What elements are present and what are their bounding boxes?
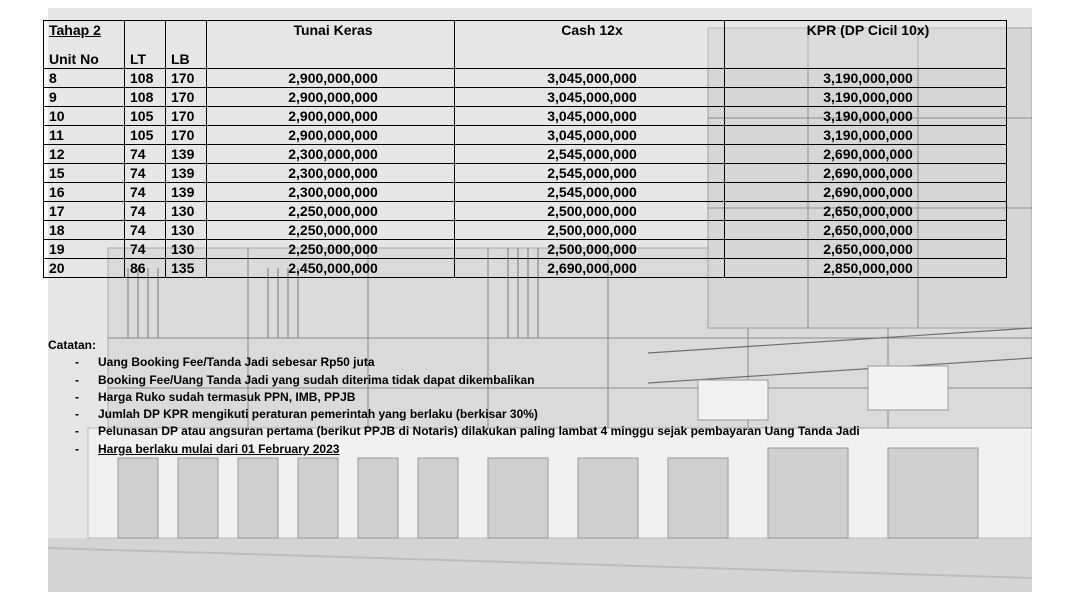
cell-kpr: 3,190,000,000 (725, 69, 1007, 88)
table-row (44, 126, 1007, 145)
cell-lb: 130 (166, 240, 207, 259)
cell-cash-12x: 3,045,000,000 (455, 126, 725, 145)
cell-lb: 170 (166, 126, 207, 145)
note-item (48, 354, 860, 371)
note-text: Jumlah DP KPR mengikuti peraturan pemerintah yang berlaku (berkisar 30%) (98, 407, 538, 422)
table-row (44, 240, 1007, 259)
cell-cash-hard: 2,250,000,000 (207, 202, 455, 221)
cell-lt: 86 (125, 259, 166, 278)
cell-unit: 10 (44, 107, 125, 126)
cell-cash-hard: 2,250,000,000 (207, 240, 455, 259)
cell-cash-12x: 2,500,000,000 (455, 221, 725, 240)
table-row (44, 221, 1007, 240)
cell-lt: 74 (125, 221, 166, 240)
cell-cash-12x: 3,045,000,000 (455, 69, 725, 88)
cell-cash-hard: 2,300,000,000 (207, 145, 455, 164)
cell-kpr: 2,650,000,000 (725, 221, 1007, 240)
cell-unit: 20 (44, 259, 125, 278)
note-bullet: - (75, 441, 79, 456)
table-row (44, 107, 1007, 126)
cell-kpr: 3,190,000,000 (725, 107, 1007, 126)
cell-lb: 170 (166, 107, 207, 126)
cell-cash-12x: 2,545,000,000 (455, 164, 725, 183)
cell-lt: 74 (125, 202, 166, 221)
note-item (48, 389, 860, 406)
cell-unit: 19 (44, 240, 125, 259)
cell-cash-12x: 2,690,000,000 (455, 259, 725, 278)
note-text: Uang Booking Fee/Tanda Jadi sebesar Rp50 juta (98, 355, 375, 370)
cell-unit: 12 (44, 145, 125, 164)
cell-lt: 108 (125, 69, 166, 88)
notes-section (48, 337, 860, 458)
cell-kpr: 2,690,000,000 (725, 164, 1007, 183)
note-text: Booking Fee/Uang Tanda Jadi yang sudah diterima tidak dapat dikembalikan (98, 372, 535, 387)
notes-title: Catatan: (48, 338, 97, 352)
note-item (48, 441, 860, 458)
cell-cash-hard: 2,900,000,000 (207, 107, 455, 126)
table-row (44, 88, 1007, 107)
note-item (48, 423, 860, 440)
cell-kpr: 2,650,000,000 (725, 240, 1007, 259)
notes-list (48, 354, 860, 458)
cell-cash-12x: 2,500,000,000 (455, 202, 725, 221)
header-cash-12x: Cash 12x (455, 21, 725, 69)
cell-lt: 74 (125, 145, 166, 164)
header-lb: LB (166, 21, 207, 69)
header-kpr: KPR (DP Cicil 10x) (725, 21, 1007, 69)
cell-unit: 8 (44, 69, 125, 88)
cell-lt: 74 (125, 240, 166, 259)
cell-lb: 130 (166, 221, 207, 240)
note-bullet: - (75, 424, 79, 439)
header-cash-hard: Tunai Keras (207, 21, 455, 69)
note-text: Harga berlaku mulai dari 01 February 2023 (98, 441, 340, 456)
note-bullet: - (75, 355, 79, 370)
cell-unit: 15 (44, 164, 125, 183)
note-text: Harga Ruko sudah termasuk PPN, IMB, PPJB (98, 389, 356, 404)
cell-kpr: 2,690,000,000 (725, 183, 1007, 202)
cell-cash-hard: 2,300,000,000 (207, 164, 455, 183)
cell-lb: 170 (166, 88, 207, 107)
cell-lb: 139 (166, 183, 207, 202)
price-table (43, 20, 1007, 278)
header-lt: LT (125, 21, 166, 69)
table-row (44, 145, 1007, 164)
cell-kpr: 2,690,000,000 (725, 145, 1007, 164)
stage-label: Tahap 2 (49, 22, 101, 38)
note-text: Pelunasan DP atau angsuran pertama (berikut PPJB di Notaris) dilakukan paling lambat 4 minggu sejak pembayaran Uang Tanda Jadi (98, 424, 860, 439)
table-row (44, 259, 1007, 278)
cell-lt: 74 (125, 183, 166, 202)
cell-lt: 105 (125, 107, 166, 126)
table-row (44, 183, 1007, 202)
cell-cash-hard: 2,250,000,000 (207, 221, 455, 240)
cell-lb: 170 (166, 69, 207, 88)
table-row (44, 69, 1007, 88)
note-bullet: - (75, 372, 79, 387)
cell-unit: 18 (44, 221, 125, 240)
cell-cash-hard: 2,900,000,000 (207, 69, 455, 88)
cell-cash-hard: 2,900,000,000 (207, 88, 455, 107)
cell-unit: 16 (44, 183, 125, 202)
note-bullet: - (75, 389, 79, 404)
cell-cash-12x: 2,545,000,000 (455, 145, 725, 164)
table-row (44, 164, 1007, 183)
cell-kpr: 2,850,000,000 (725, 259, 1007, 278)
cell-lb: 130 (166, 202, 207, 221)
cell-lb: 139 (166, 164, 207, 183)
note-item (48, 406, 860, 423)
cell-cash-hard: 2,300,000,000 (207, 183, 455, 202)
cell-unit: 11 (44, 126, 125, 145)
cell-lb: 139 (166, 145, 207, 164)
cell-lt: 108 (125, 88, 166, 107)
cell-cash-12x: 2,500,000,000 (455, 240, 725, 259)
note-item (48, 372, 860, 389)
cell-kpr: 3,190,000,000 (725, 88, 1007, 107)
cell-cash-hard: 2,900,000,000 (207, 126, 455, 145)
cell-cash-12x: 3,045,000,000 (455, 88, 725, 107)
note-bullet: - (75, 407, 79, 422)
cell-cash-hard: 2,450,000,000 (207, 259, 455, 278)
cell-lt: 105 (125, 126, 166, 145)
header-unit: Unit No (49, 51, 99, 67)
cell-unit: 17 (44, 202, 125, 221)
cell-cash-12x: 3,045,000,000 (455, 107, 725, 126)
header-unit-cell (44, 21, 125, 69)
cell-lt: 74 (125, 164, 166, 183)
cell-cash-12x: 2,545,000,000 (455, 183, 725, 202)
cell-lb: 135 (166, 259, 207, 278)
cell-kpr: 2,650,000,000 (725, 202, 1007, 221)
cell-kpr: 3,190,000,000 (725, 126, 1007, 145)
table-row (44, 202, 1007, 221)
table-header-row (44, 21, 1007, 69)
cell-unit: 9 (44, 88, 125, 107)
